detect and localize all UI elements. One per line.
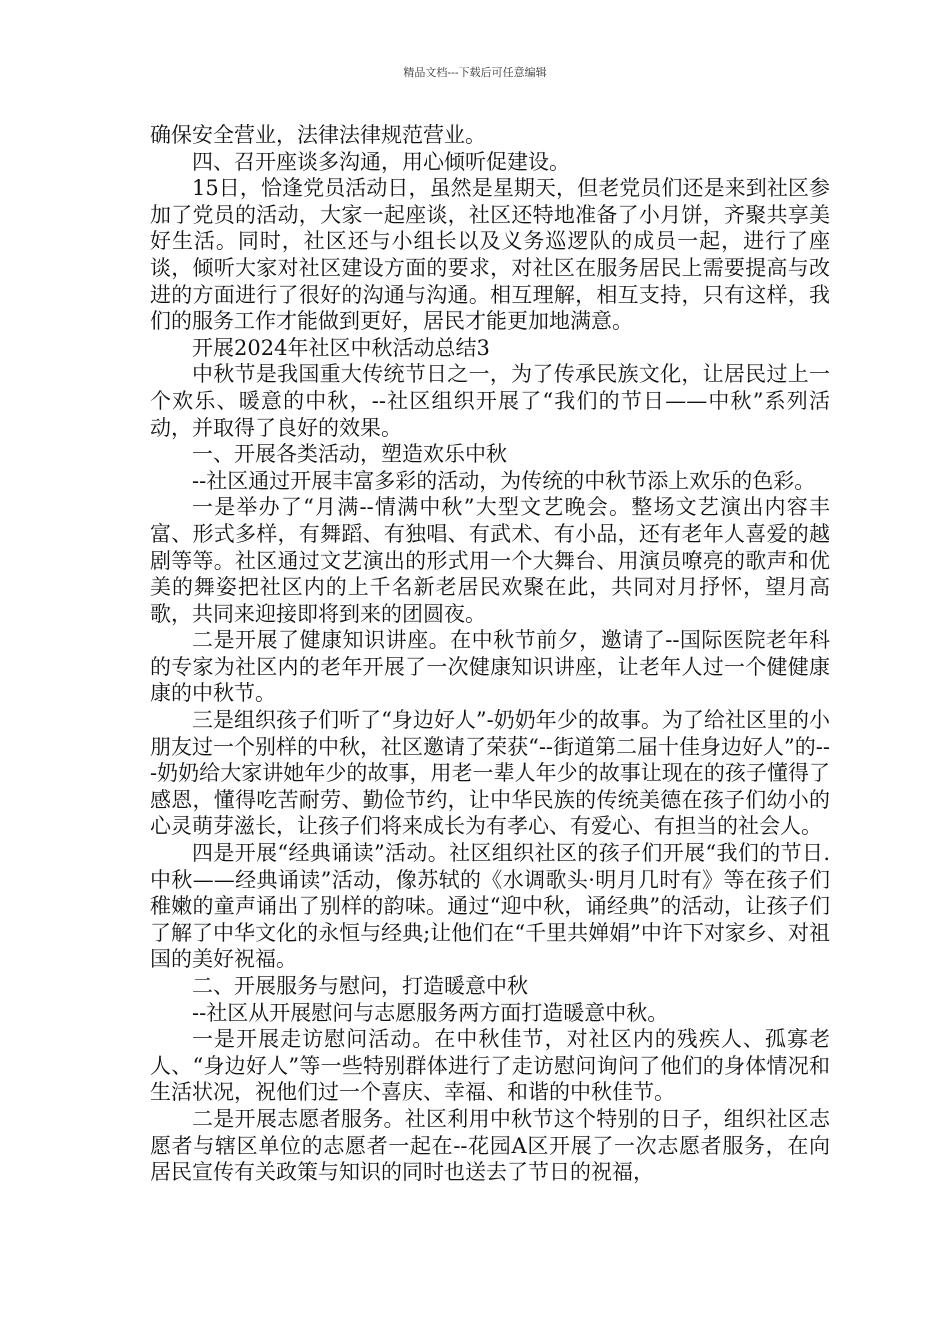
document-body <box>150 122 830 1186</box>
section-heading: 二、开展服务与慰问，打造暖意中秋 <box>192 974 528 998</box>
paragraph: --社区通过开展丰富多彩的活动，为传统的中秋节添上欢乐的色彩。 <box>192 468 816 493</box>
document-title: 开展2024年社区中秋活动总结3 <box>192 335 490 360</box>
section-heading: 四、召开座谈多沟通，用心倾听促建设。 <box>192 149 570 174</box>
paragraph: 一是举办了“月满--情满中秋”大型文艺晚会。整场文艺演出内容丰富、形式多样，有舞蹈、有独唱、有武术、有小品，还有老年人喜爱的越剧等等。社区通过文艺演出的形式用一个大舞台、用演员嘹亮的歌声和优美的舞姿把社区内的上千名新老居民欢聚在此，共同对月抒怀，望月高歌，共同来迎接即将到来的团圆夜。 <box>150 495 830 626</box>
paragraph: 15日，恰逢党员活动日，虽然是星期天，但老党员们还是来到社区参加了党员的活动，大家一起座谈，社区还特地准备了小月饼，齐聚共享美好生活。同时，社区还与小组长以及义务巡逻队的成员一起，进行了座谈，倾听大家对社区建设方面的要求，对社区在服务居民上需要提高与改进的方面进行了很好的沟通与沟通。相互理解，相互支持，只有这样，我们的服务工作才能做到更好，居民才能更加地满意。 <box>150 176 830 334</box>
paragraph: 确保安全营业，法律法律规范营业。 <box>150 123 486 147</box>
paragraph: 四是开展“经典诵读”活动。社区组织社区的孩子们开展“我们的节日.中秋——经典诵读”活动，像苏轼的《水调歌头·明月几时有》等在孩子们稚嫩的童声诵出了别样的韵味。通过“迎中秋，诵经典”的活动，让孩子们了解了中华文化的永恒与经典;让他们在“千里共婵娟”中许下对家乡、对祖国的美好祝福。 <box>150 841 830 972</box>
page-header: 精品文档---下载后可任意编辑 <box>403 66 547 79</box>
paragraph: 二是开展了健康知识讲座。在中秋节前夕，邀请了--国际医院老年科的专家为社区内的老年开展了一次健康知识讲座，让老年人过一个健健康康的中秋节。 <box>150 628 830 706</box>
section-heading: 一、开展各类活动，塑造欢乐中秋 <box>192 442 507 467</box>
paragraph: 一是开展走访慰问活动。在中秋佳节，对社区内的残疾人、孤寡老人、“身边好人”等一些特别群体进行了走访慰问询问了他们的身体情况和生活状况，祝他们过一个喜庆、幸福、和谐的中秋佳节。 <box>150 1027 830 1105</box>
paragraph: 中秋节是我国重大传统节日之一，为了传承民族文化，让居民过上一个欢乐、暖意的中秋，--社区组织开展了“我们的节日——中秋”系列活动，并取得了良好的效果。 <box>150 362 830 440</box>
paragraph: 三是组织孩子们听了“身边好人”-奶奶年少的故事。为了给社区里的小朋友过一个别样的中秋，社区邀请了荣获“--街道第二届十佳身边好人”的---奶奶给大家讲她年少的故事，用老一辈人年少的故事让现在的孩子懂得了感恩，懂得吃苦耐劳、勤俭节约，让中华民族的传统美德在孩子们幼小的心灵萌芽滋长，让孩子们将来成长为有孝心、有爱心、有担当的社会人。 <box>150 708 830 839</box>
paragraph: 二是开展志愿者服务。社区利用中秋节这个特别的日子，组织社区志愿者与辖区单位的志愿者一起在--花园A区开展了一次志愿者服务，在向居民宣传有关政策与知识的同时也送去了节日的祝福， <box>150 1106 830 1185</box>
paragraph: --社区从开展慰问与志愿服务两方面打造暖意中秋。 <box>192 1000 669 1025</box>
